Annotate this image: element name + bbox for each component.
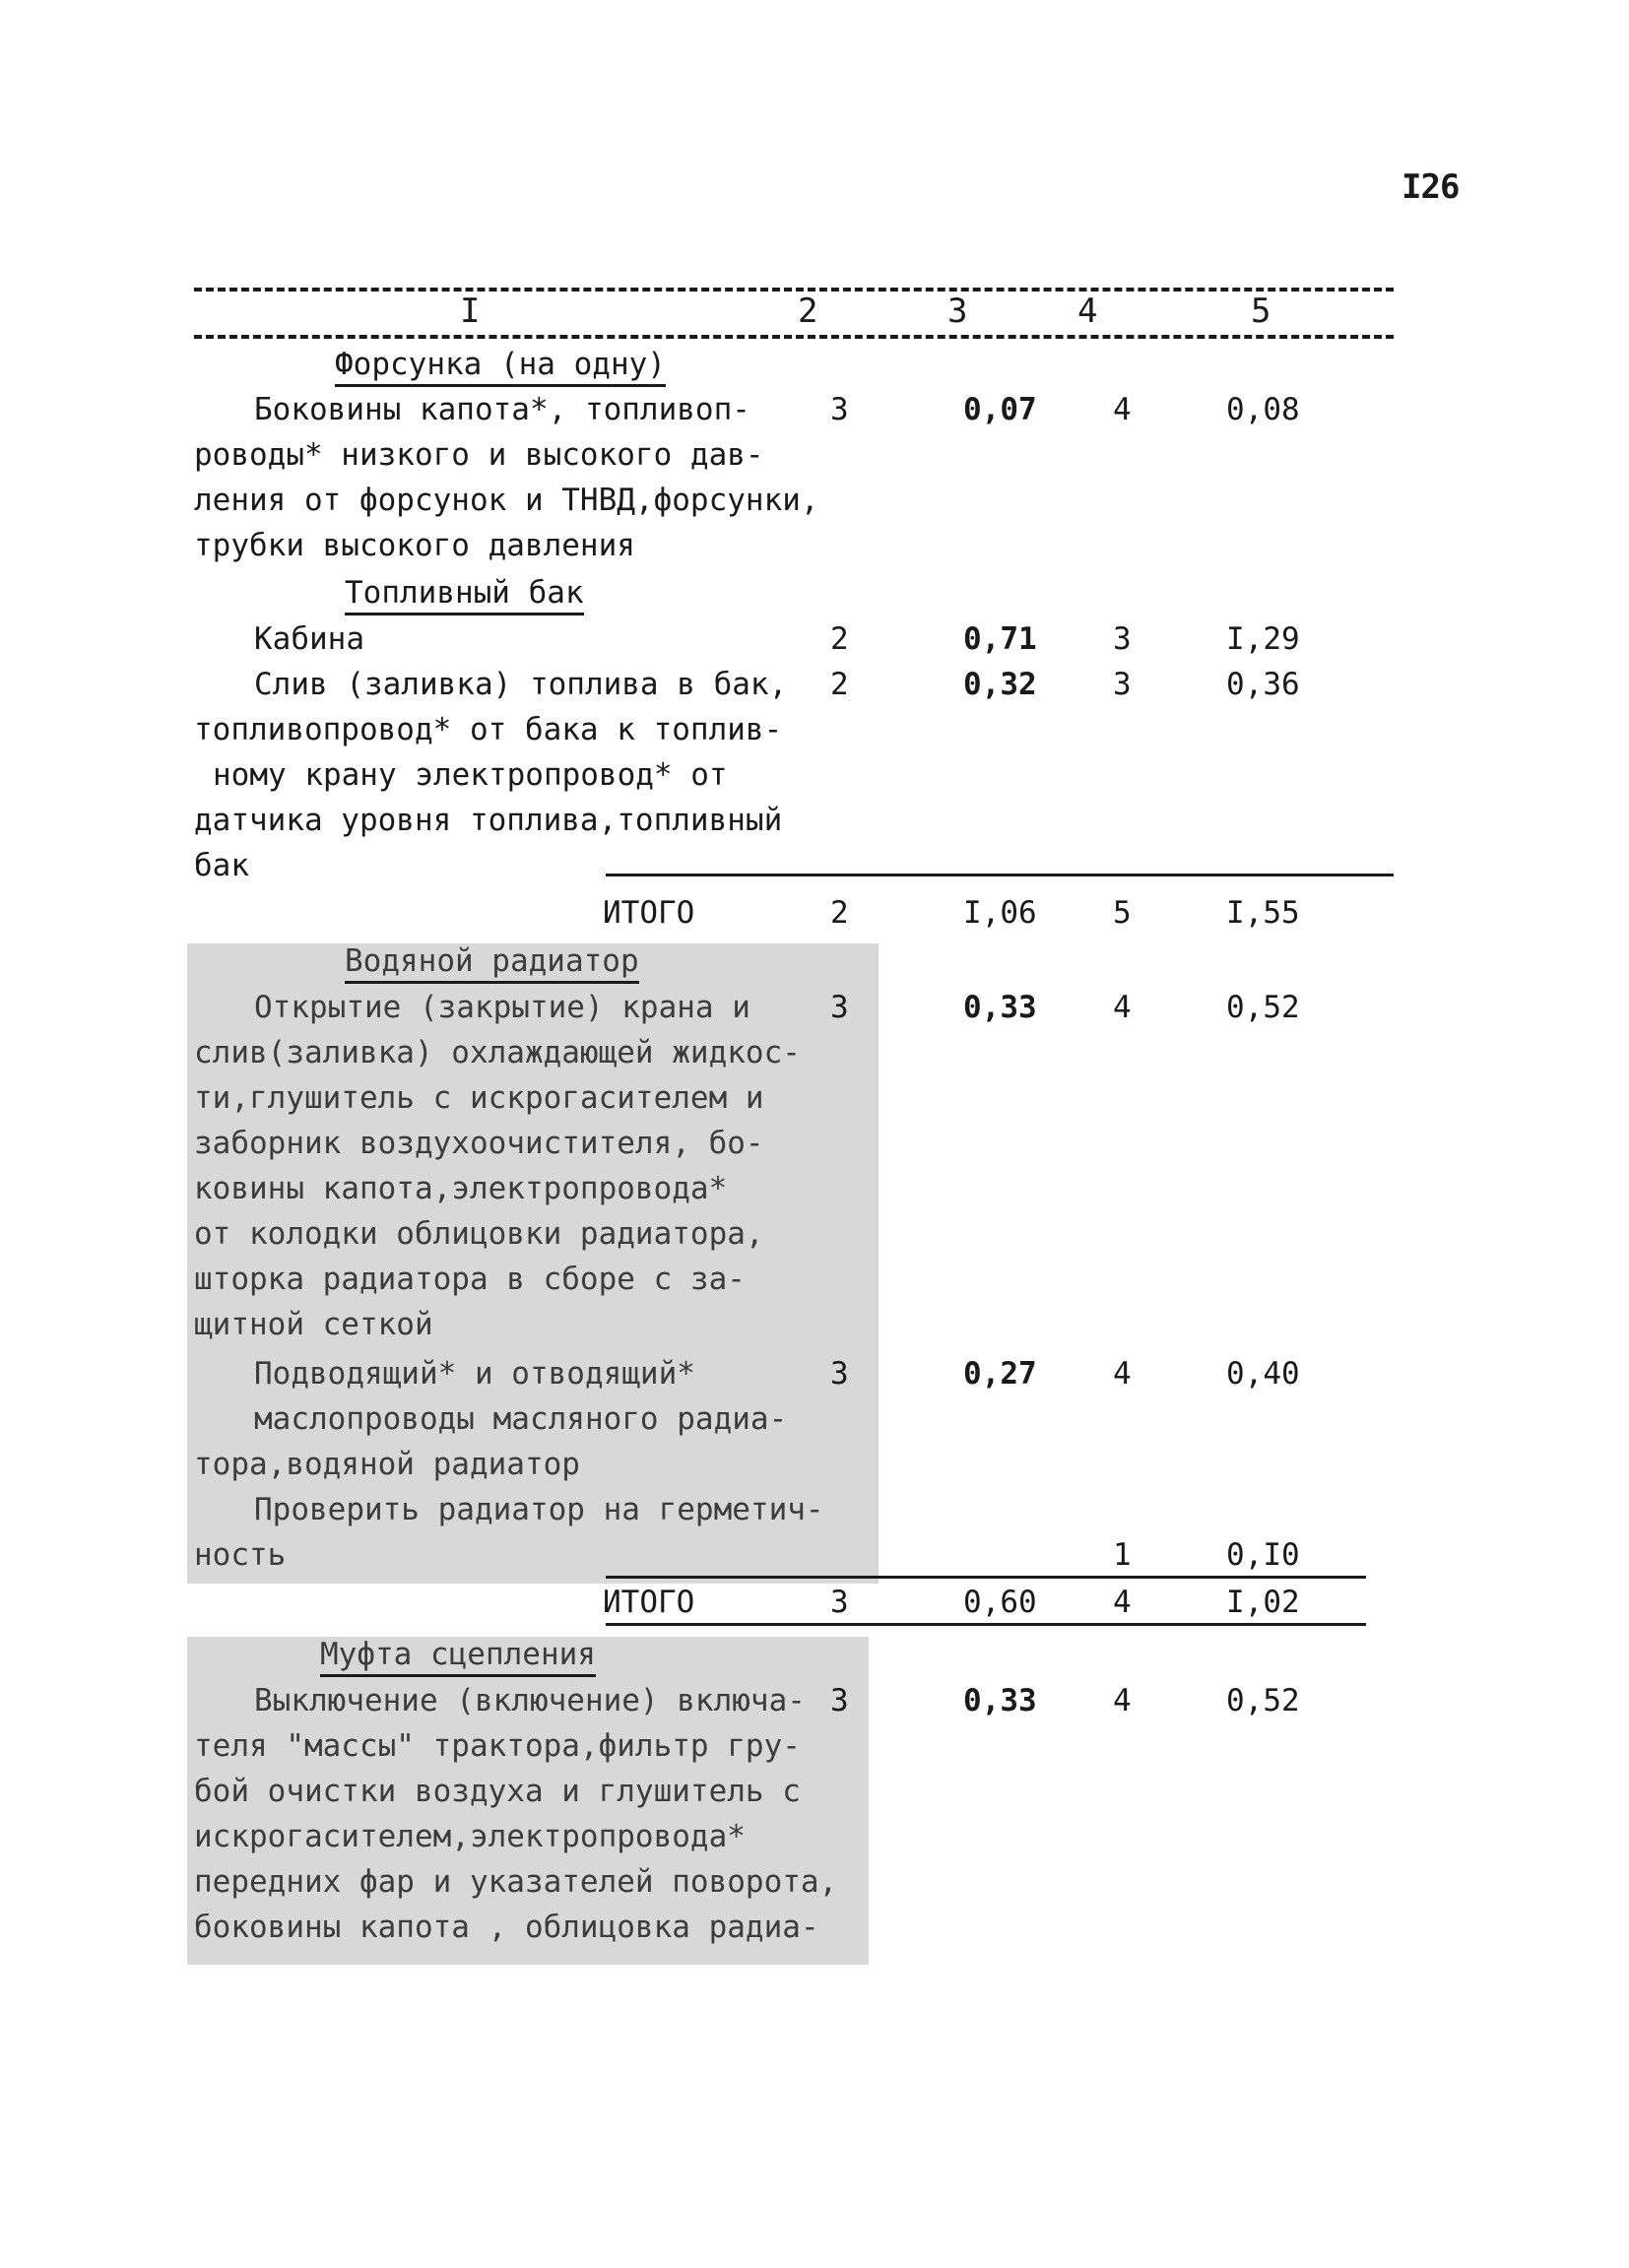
header-col-2: 2	[798, 292, 818, 331]
section-title-fuel-tank: Топливный бак	[345, 575, 584, 616]
total-col-4: 5	[1113, 895, 1132, 931]
cell-col-4: 3	[1113, 621, 1132, 657]
total-rule-fuel-tank	[606, 874, 1394, 876]
header-bottom-rule	[194, 335, 1394, 339]
row-text-line: теля "массы" трактора,фильтр гру-	[194, 1728, 801, 1764]
total-label: ИТОГО	[603, 1585, 695, 1620]
total-col-5: I,02	[1226, 1585, 1300, 1620]
cell-col-3: 0,33	[963, 990, 1037, 1025]
cell-col-2: 3	[830, 1356, 849, 1392]
row-text-line: Кабина	[254, 621, 364, 657]
header-col-4: 4	[1077, 292, 1098, 331]
cell-col-2: 3	[830, 1683, 849, 1718]
cell-col-5: 0,36	[1226, 667, 1300, 702]
row-text-line: ления от форсунок и ТНВД,форсунки,	[194, 483, 819, 518]
cell-col-4: 4	[1113, 1683, 1132, 1718]
section-title-injector: Форсунка (на одну)	[335, 347, 666, 387]
cell-col-2: 2	[830, 667, 849, 702]
row-text-line: Открытие (закрытие) крана и	[254, 990, 750, 1025]
cell-col-3: 0,27	[963, 1356, 1037, 1392]
cell-col-5: 0,I0	[1226, 1537, 1300, 1573]
section-title-clutch: Муфта сцепления	[320, 1637, 596, 1677]
row-text-line: щитной сеткой	[194, 1307, 433, 1342]
row-text-line: от колодки облицовки радиатора,	[194, 1216, 764, 1252]
row-text-line: ному крану электропровод* от	[213, 757, 728, 793]
total-label: ИТОГО	[603, 895, 695, 931]
cell-col-5: I,29	[1226, 621, 1300, 657]
header-col-5: 5	[1251, 292, 1271, 331]
row-text-line: маслопроводы масляного радиа-	[254, 1401, 788, 1437]
row-text-line: тора,водяной радиатор	[194, 1447, 580, 1482]
row-text-line: трубки высокого давления	[194, 528, 635, 563]
cell-col-4: 1	[1113, 1537, 1132, 1573]
row-text-line: ти,глушитель с искрогасителем и	[194, 1080, 764, 1116]
cell-col-5: 0,08	[1226, 392, 1300, 427]
cell-col-5: 0,52	[1226, 1683, 1300, 1718]
row-text-line: слив(заливка) охлаждающей жидкос-	[194, 1035, 801, 1070]
row-text-line: роводы* низкого и высокого дав-	[194, 437, 764, 473]
cell-col-3: 0,07	[963, 392, 1037, 427]
page-number: I26	[1401, 167, 1460, 207]
row-text-line: бой очистки воздуха и глушитель с	[194, 1774, 801, 1809]
cell-col-3: 0,32	[963, 667, 1037, 702]
row-text-line: Выключение (включение) включа-	[254, 1683, 806, 1718]
cell-col-4: 4	[1113, 1356, 1132, 1392]
row-text-line: Боковины капота*, топливоп-	[254, 392, 750, 427]
cell-col-4: 4	[1113, 392, 1132, 427]
row-text-line: Подводящий* и отводящий*	[254, 1356, 695, 1392]
total-col-5: I,55	[1226, 895, 1300, 931]
total-col-2: 2	[830, 895, 849, 931]
cell-col-3: 0,71	[963, 621, 1037, 657]
cell-col-4: 3	[1113, 667, 1132, 702]
row-text-line: передних фар и указателей поворота,	[194, 1864, 838, 1900]
total-col-3: I,06	[963, 895, 1037, 931]
row-text-line: ность	[194, 1537, 287, 1573]
row-text-line: Слив (заливка) топлива в бак,	[254, 667, 788, 702]
row-text-line: боковины капота , облицовка радиа-	[194, 1910, 819, 1945]
row-text-line: датчика уровня топлива,топливный	[194, 803, 783, 838]
total-col-2: 3	[830, 1585, 849, 1620]
row-text-line: бак	[194, 848, 249, 883]
total-rule-water-radiator	[606, 1576, 1366, 1579]
cell-col-5: 0,52	[1226, 990, 1300, 1025]
cell-col-5: 0,40	[1226, 1356, 1300, 1392]
cell-col-4: 4	[1113, 990, 1132, 1025]
total-underline-water-radiator	[606, 1623, 1366, 1626]
header-top-rule	[194, 288, 1394, 292]
cell-col-3: 0,33	[963, 1683, 1037, 1718]
row-text-line: Проверить радиатор на герметич-	[254, 1492, 824, 1527]
cell-col-2: 2	[830, 621, 849, 657]
cell-col-2: 3	[830, 990, 849, 1025]
header-col-1: I	[460, 292, 481, 331]
cell-col-2: 3	[830, 392, 849, 427]
section-title-water-radiator: Водяной радиатор	[345, 943, 639, 984]
header-col-3: 3	[947, 292, 968, 331]
total-col-3: 0,60	[963, 1585, 1037, 1620]
row-text-line: искрогасителем,электропровода*	[194, 1819, 746, 1854]
row-text-line: топливопровод* от бака к топлив-	[194, 712, 783, 747]
row-text-line: заборник воздухоочистителя, бо-	[194, 1126, 764, 1161]
row-text-line: шторка радиатора в сборе с за-	[194, 1262, 746, 1297]
row-text-line: ковины капота,электропровода*	[194, 1171, 728, 1206]
total-col-4: 4	[1113, 1585, 1132, 1620]
